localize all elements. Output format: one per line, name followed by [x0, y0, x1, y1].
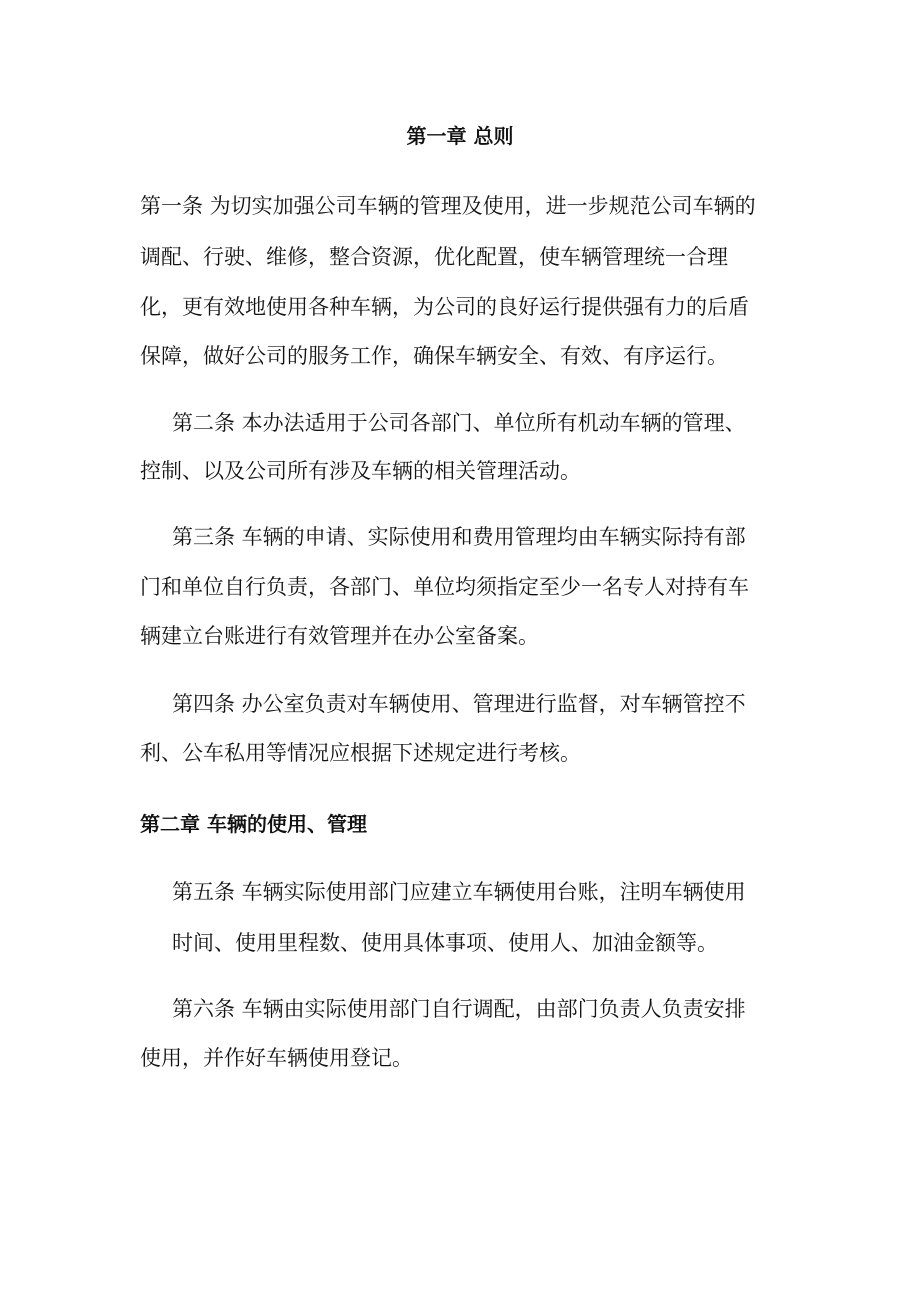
article-2-line-2: 控制、以及公司所有涉及车辆的相关管理活动。: [140, 459, 581, 483]
article-3-line-1: 第三条 车辆的申请、实际使用和费用管理均由车辆实际持有部: [172, 525, 746, 549]
article-3-line-2: 门和单位自行负责，各部门、单位均须指定至少一名专人对持有车: [140, 575, 749, 599]
article-2-line-1: 第二条 本办法适用于公司各部门、单位所有机动车辆的管理、: [172, 411, 746, 435]
chapter-2-title: 第二章 车辆的使用、管理: [140, 812, 367, 836]
article-1-line-4: 保障，做好公司的服务工作，确保车辆安全、有效、有序运行。: [140, 344, 728, 368]
article-1-line-3: 化，更有效地使用各种车辆，为公司的良好运行提供强有力的后盾: [140, 295, 749, 319]
chapter-1-title: 第一章 总则: [406, 124, 514, 148]
article-5-line-1: 第五条 车辆实际使用部门应建立车辆使用台账，注明车辆使用: [172, 880, 746, 904]
article-5-line-2: 时间、使用里程数、使用具体事项、使用人、加油金额等。: [172, 931, 718, 955]
article-4-line-1: 第四条 办公室负责对车辆使用、管理进行监督，对车辆管控不: [172, 692, 746, 716]
article-3-line-3: 辆建立台账进行有效管理并在办公室备案。: [140, 624, 539, 648]
article-4-line-2: 利、公车私用等情况应根据下述规定进行考核。: [140, 741, 581, 765]
article-6-line-2: 使用，并作好车辆使用登记。: [140, 1046, 413, 1070]
article-6-line-1: 第六条 车辆由实际使用部门自行调配，由部门负责人负责安排: [172, 997, 746, 1021]
article-1-line-1: 第一条 为切实加强公司车辆的管理及使用，进一步规范公司车辆的: [140, 194, 756, 218]
article-1-line-2: 调配、行驶、维修，整合资源，优化配置，使车辆管理统一合理: [140, 245, 728, 269]
